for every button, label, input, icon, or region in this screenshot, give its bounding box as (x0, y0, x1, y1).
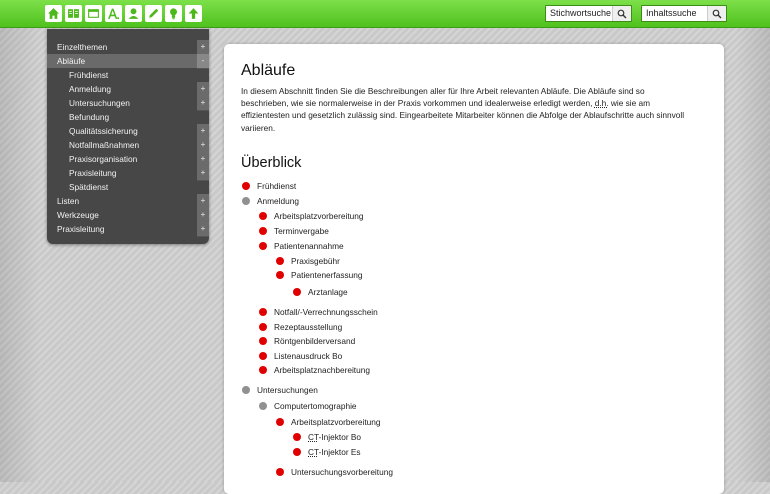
intro-line: effizientesten und gesetzlich zulässig sind. Eingearbeitete Mitarbeiter können die Abfolge der Ablaufschritte auch sinnvoll (241, 110, 685, 121)
list-item-text: Arbeitsplatznachbereitung (274, 365, 370, 375)
list-item-label (257, 181, 296, 192)
bullet-icon (259, 323, 267, 331)
right-shade (736, 28, 770, 482)
expand-icon[interactable]: + (197, 194, 209, 209)
list-item-label (308, 432, 361, 443)
bullet-icon (242, 197, 250, 205)
keyword-search-placeholder: Stichwortsuche (550, 8, 612, 18)
list-item-text: Arbeitsplatzvorbereitung (291, 417, 381, 427)
sidebar-item[interactable] (47, 82, 209, 96)
lightbulb-icon[interactable] (165, 5, 182, 22)
sidebar-item-label: Listen (57, 196, 80, 206)
sidebar-nav (47, 29, 209, 244)
arrow-up-icon[interactable] (185, 5, 202, 22)
user-icon[interactable] (125, 5, 142, 22)
bullet-icon (276, 468, 284, 476)
sidebar-item-label: Spätdienst (69, 182, 109, 192)
bullet-icon (276, 257, 284, 265)
intro-paragraph (241, 85, 707, 134)
sidebar-item-label: Untersuchungen (69, 98, 130, 108)
list-item-text: Rezeptausstellung (274, 322, 343, 332)
bullet-icon (293, 288, 301, 296)
content-search-placeholder: Inhaltssuche (646, 8, 697, 18)
bullet-icon (259, 212, 267, 220)
bullet-icon (259, 366, 267, 374)
sidebar-item-label: Praxisorganisation (69, 154, 138, 164)
bullet-icon (259, 402, 267, 410)
list-item-text: Frühdienst (257, 181, 297, 191)
list-item-label (274, 322, 342, 333)
list-item-text: Arbeitsplatzvorbereitung (274, 211, 364, 221)
bullet-icon (242, 182, 250, 190)
search-icon[interactable] (707, 6, 726, 21)
list-item-label (257, 385, 318, 396)
abbreviation: d.h. (594, 98, 609, 109)
expand-icon[interactable]: + (197, 138, 209, 153)
expand-icon[interactable]: + (197, 82, 209, 97)
sidebar-item[interactable] (47, 124, 209, 138)
list-item-label (274, 226, 329, 237)
search-icon[interactable] (612, 6, 631, 21)
abbreviation: CT (308, 447, 319, 457)
bullet-icon (242, 386, 250, 394)
left-shade (0, 28, 40, 482)
sidebar-item-label: Qualitätssicherung (69, 126, 138, 136)
pencil-icon[interactable] (145, 5, 162, 22)
expand-icon[interactable]: + (197, 208, 209, 223)
list-item-label (274, 401, 357, 412)
intro-line: In diesem Abschnitt finden Sie die Beschreibungen aller für Ihre Arbeit relevanten Abläufe. Die Abläufe sind so (241, 86, 645, 96)
list-item-label (308, 447, 361, 458)
sidebar-item[interactable] (47, 194, 209, 208)
list-item-text: Notfall/-Verrechnungsschein (274, 307, 378, 317)
list-item-label (291, 467, 393, 478)
sidebar-item-label: Einzelthemen (57, 42, 108, 52)
expand-icon[interactable]: + (197, 96, 209, 111)
collapse-icon[interactable]: - (197, 54, 209, 69)
list-item-text: Anmeldung (257, 196, 299, 206)
sidebar-item-label: Frühdienst (69, 70, 109, 80)
content-panel (224, 44, 724, 494)
list-item-text: Listenausdruck Bo (274, 351, 343, 361)
list-item-text: Arztanlage (308, 287, 348, 297)
list-item-text: Praxisgebühr (291, 256, 340, 266)
overview-heading: Überblick (241, 155, 302, 171)
abbreviation: CT (308, 432, 319, 442)
keyword-search-input[interactable] (545, 5, 632, 22)
sidebar-item-label: Werkzeuge (57, 210, 99, 220)
bullet-icon (259, 242, 267, 250)
sidebar-item-label: Abläufe (57, 56, 86, 66)
sidebar-item[interactable] (47, 110, 209, 124)
sidebar-item-label: Praxisleitung (57, 224, 105, 234)
list-item-label (291, 417, 380, 428)
list-item-text: Patientenannahme (274, 241, 344, 251)
sidebar-item[interactable] (47, 208, 209, 222)
content-search-input[interactable] (641, 5, 727, 22)
window-icon[interactable] (85, 5, 102, 22)
sidebar-item-label: Befundung (69, 112, 110, 122)
sidebar-item[interactable] (47, 152, 209, 166)
expand-icon[interactable]: + (197, 40, 209, 55)
intro-line: wie sie am (608, 98, 651, 109)
bullet-icon (259, 227, 267, 235)
list-item-label (291, 256, 340, 267)
list-item-label (308, 287, 348, 298)
list-item-text: -Injektor Es (318, 447, 361, 457)
list-item-text: -Injektor Bo (318, 432, 362, 442)
text-format-icon[interactable] (105, 5, 122, 22)
sidebar-item-label: Notfallmaßnahmen (69, 140, 140, 150)
page-title: Abläufe (241, 62, 296, 79)
intro-line: beschrieben, wie sie normalerweise in der Praxis vorkommen und idealerweise erledigt werden, (241, 98, 595, 109)
list-item-label (257, 196, 299, 207)
sidebar-item[interactable] (47, 96, 209, 110)
bullet-icon (276, 271, 284, 279)
bullet-icon (259, 337, 267, 345)
bullet-icon (293, 433, 301, 441)
list-item-label (274, 211, 363, 222)
list-item-text: Untersuchungen (257, 385, 318, 395)
sidebar-item[interactable] (47, 180, 209, 194)
expand-icon[interactable]: + (197, 152, 209, 167)
expand-icon[interactable]: + (197, 124, 209, 139)
sidebar-item[interactable] (47, 166, 209, 180)
top-toolbar (0, 0, 770, 28)
sidebar-item[interactable] (47, 54, 209, 68)
list-item-text: Terminvergabe (274, 226, 329, 236)
bullet-icon (293, 448, 301, 456)
home-icon[interactable] (45, 5, 62, 22)
list-item-label (291, 270, 363, 281)
bullet-icon (276, 418, 284, 426)
list-item-label (274, 351, 342, 362)
list-item-label (274, 336, 355, 347)
intro-line: variieren. (241, 122, 276, 133)
bullet-icon (259, 352, 267, 360)
expand-icon[interactable]: + (197, 166, 209, 181)
sidebar-item[interactable] (47, 68, 209, 82)
expand-icon[interactable]: + (197, 222, 209, 237)
sidebar-item[interactable] (47, 40, 209, 54)
sidebar-item[interactable] (47, 138, 209, 152)
list-item-label (274, 365, 370, 376)
list-item-text: Untersuchungsvorbereitung (291, 467, 393, 477)
list-item-label (274, 307, 378, 318)
list-item-text: Patientenerfassung (291, 270, 363, 280)
list-item-label (274, 241, 344, 252)
book-icon[interactable] (65, 5, 82, 22)
sidebar-item-label: Anmeldung (69, 84, 111, 94)
list-item-text: Computertomographie (274, 401, 357, 411)
sidebar-item-label: Praxisleitung (69, 168, 117, 178)
sidebar-item[interactable] (47, 222, 209, 236)
list-item-text: Röntgenbilderversand (274, 336, 356, 346)
bullet-icon (259, 308, 267, 316)
